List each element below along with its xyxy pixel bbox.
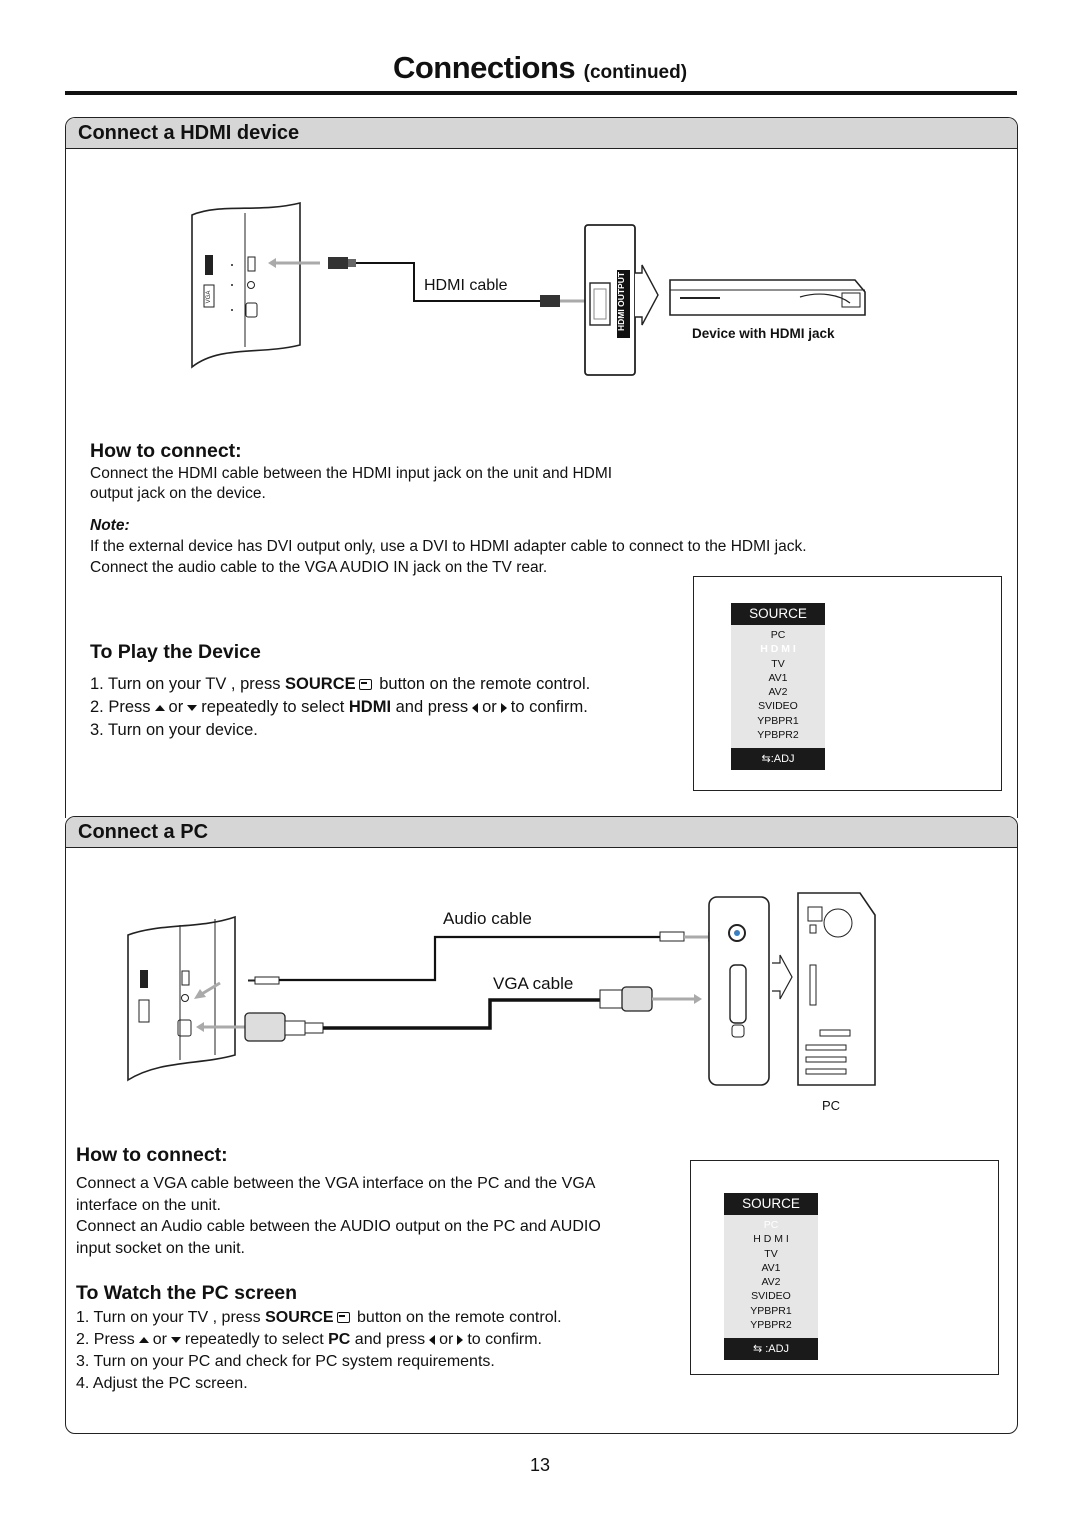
menu-item-svideo[interactable]: SVIDEO <box>758 700 798 713</box>
menu-header: SOURCE <box>731 603 825 625</box>
device-with-hdmi-label: Device with HDMI jack <box>692 326 835 341</box>
source-button-label-pc: SOURCE <box>265 1309 334 1326</box>
right-arrow-icon-pc <box>457 1335 463 1345</box>
menu-footer-label-pc: :ADJ <box>765 1343 790 1356</box>
watch-step-2-or: or <box>152 1331 167 1348</box>
play-step-2-or2: or <box>482 698 497 716</box>
hdmi-how-to-connect-heading: How to connect: <box>90 440 242 462</box>
menu-footer-pc <box>724 1338 818 1360</box>
menu-item-ypbpr2-pc[interactable]: YPBPR2 <box>750 1319 792 1332</box>
watch-step-2-post: to confirm. <box>467 1331 542 1348</box>
title-main: Connections <box>392 50 576 85</box>
play-step-1-post: button on the remote control. <box>374 675 591 693</box>
hdmi-how-to-connect-line1: Connect the HDMI cable between the HDMI input jack on the unit and HDMI <box>90 465 613 482</box>
title-rule <box>65 91 1017 95</box>
menu-item-ypbpr1-pc[interactable]: YPBPR1 <box>750 1304 792 1317</box>
watch-pc-heading: To Watch the PC screen <box>76 1282 298 1304</box>
note-line2: Connect the audio cable to the VGA AUDIO IN jack on the TV rear. <box>90 559 548 576</box>
menu-item-ypbpr2[interactable]: YPBPR2 <box>757 729 799 742</box>
play-step-2-pre: 2. Press <box>90 698 151 716</box>
title-sub: (continued) <box>583 62 688 83</box>
play-step-2-mid: repeatedly to select <box>201 698 349 716</box>
left-arrow-icon <box>472 703 478 713</box>
up-arrow-icon <box>155 705 165 711</box>
pc-how-to-connect-line3: Connect an Audio cable between the AUDIO output on the PC and AUDIO <box>76 1218 601 1235</box>
adjust-icon-pc: ⇆ <box>752 1343 763 1356</box>
down-arrow-icon-pc <box>171 1337 181 1343</box>
vga-cable-label: VGA cable <box>493 974 574 993</box>
pc-label: PC <box>822 1098 841 1113</box>
menu-item-tv-pc[interactable]: TV <box>764 1247 778 1260</box>
menu-item-pc[interactable]: PC <box>770 629 786 641</box>
watch-step-2-or2: or <box>439 1331 454 1348</box>
page-title <box>0 50 1080 86</box>
watch-step-1 <box>76 1307 562 1329</box>
watch-step-1-post: button on the remote control. <box>352 1309 562 1326</box>
watch-step-4: 4. Adjust the PC screen. <box>76 1375 248 1392</box>
hdmi-section-heading: Connect a HDMI device <box>66 118 1017 149</box>
menu-items-pc <box>724 1215 818 1338</box>
pc-how-to-connect-heading: How to connect: <box>76 1144 228 1166</box>
menu-item-hdmi-pc[interactable]: H D M I <box>753 1233 789 1246</box>
hdmi-output-port-panel <box>585 225 635 375</box>
tv-port-label-vga: VGA <box>206 290 212 304</box>
menu-header-pc: SOURCE <box>724 1193 818 1215</box>
menu-item-svideo-pc[interactable]: SVIDEO <box>751 1290 791 1303</box>
menu-footer-label: :ADJ <box>770 753 795 766</box>
tv-rear-panel-pc <box>128 917 235 1080</box>
menu-item-tv[interactable]: TV <box>771 657 785 670</box>
pc-how-to-connect-line4: input socket on the unit. <box>76 1240 245 1257</box>
play-step-2-or: or <box>168 698 184 716</box>
menu-footer <box>731 748 825 770</box>
play-step-2-and: and press <box>391 698 469 716</box>
page-number: 13 <box>529 1455 551 1475</box>
menu-item-av1-pc[interactable]: AV1 <box>761 1261 781 1274</box>
menu-items <box>731 625 825 748</box>
play-step-2-target: HDMI <box>348 698 392 716</box>
play-step-1-pre: 1. Turn on your TV , press <box>90 675 286 693</box>
menu-item-av2[interactable]: AV2 <box>768 686 788 699</box>
hdmi-how-to-connect-line2: output jack on the device. <box>90 485 266 502</box>
pc-port-panel <box>709 897 769 1085</box>
menu-item-pc-selected[interactable]: PC <box>763 1219 779 1231</box>
play-step-2 <box>90 696 588 718</box>
note-label: Note: <box>90 517 130 534</box>
menu-item-hdmi[interactable]: H D M I <box>760 643 796 656</box>
pc-how-to-connect-line1: Connect a VGA cable between the VGA interface on the PC and the VGA <box>76 1175 596 1192</box>
pc-tower <box>798 893 875 1085</box>
watch-step-2-target: PC <box>328 1331 351 1348</box>
pc-how-to-connect-line2: interface on the unit. <box>76 1197 221 1214</box>
adjust-icon: ⇆ <box>761 753 771 766</box>
play-step-1 <box>90 673 590 695</box>
down-arrow-icon <box>187 705 197 711</box>
right-arrow-icon <box>501 703 507 713</box>
audio-cable-label: Audio cable <box>443 909 532 928</box>
play-device-heading: To Play the Device <box>90 641 261 663</box>
tv-rear-panel <box>192 203 300 367</box>
watch-step-3: 3. Turn on your PC and check for PC system requirements. <box>76 1353 495 1370</box>
left-arrow-icon-pc <box>429 1335 435 1345</box>
dvd-player-device <box>670 280 865 315</box>
pc-source-menu <box>724 1193 818 1360</box>
source-icon <box>359 679 372 690</box>
watch-step-2-mid: repeatedly to select <box>184 1331 329 1348</box>
watch-step-1-pre: 1. Turn on your TV , press <box>76 1309 266 1326</box>
menu-item-av2-pc[interactable]: AV2 <box>761 1276 781 1289</box>
hdmi-source-menu <box>731 603 825 770</box>
play-step-3: 3. Turn on your device. <box>90 721 258 739</box>
source-icon-pc <box>337 1312 350 1323</box>
menu-item-av1[interactable]: AV1 <box>768 671 788 684</box>
note-line1: If the external device has DVI output only, use a DVI to HDMI adapter cable to connect to the HDMI jack. <box>90 538 807 555</box>
hdmi-output-label <box>616 319 626 331</box>
up-arrow-icon-pc <box>139 1337 149 1343</box>
watch-step-2-and: and press <box>350 1331 426 1348</box>
hdmi-connection-diagram <box>180 195 880 385</box>
hdmi-cable-label: HDMI cable <box>424 277 508 294</box>
pc-section-heading: Connect a PC <box>66 817 1017 848</box>
watch-step-2-pre: 2. Press <box>76 1331 135 1348</box>
source-button-label: SOURCE <box>285 675 356 693</box>
watch-step-2 <box>76 1329 542 1351</box>
play-step-2-post: to confirm. <box>510 698 588 716</box>
menu-item-ypbpr1[interactable]: YPBPR1 <box>757 714 799 727</box>
